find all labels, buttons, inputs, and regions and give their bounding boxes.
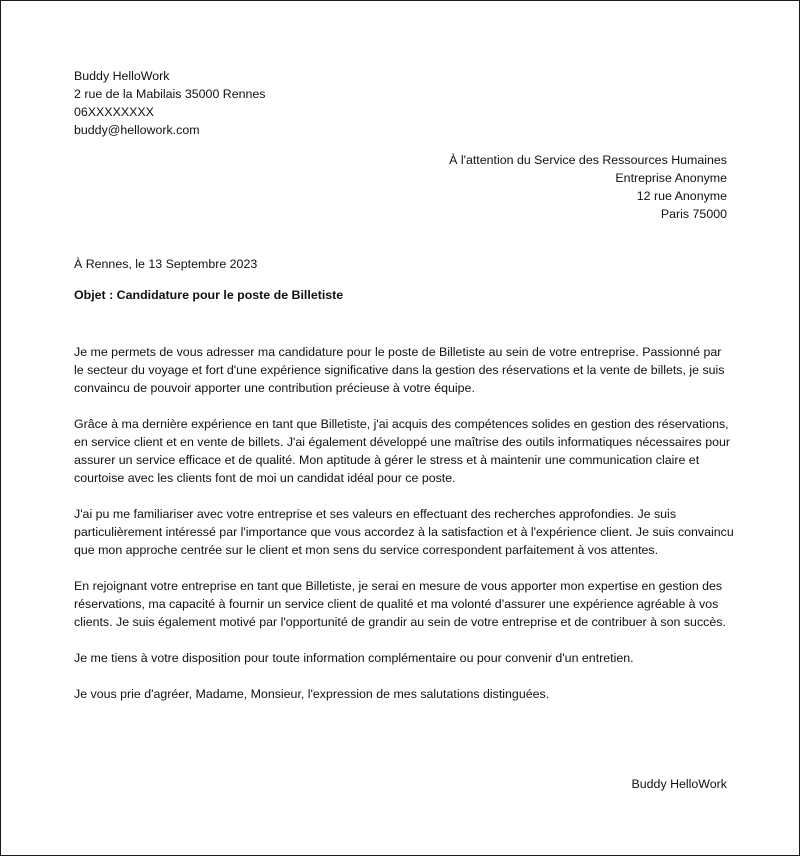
letter-body — [74, 343, 734, 721]
recipient-street: 12 rue Anonyme — [636, 189, 727, 203]
letter-subject: Objet : Candidature pour le poste de Billetiste — [74, 288, 344, 302]
body-paragraph-closing: Je vous prie d'agréer, Madame, Monsieur, l'expression de mes salutations distinguées. — [74, 687, 550, 701]
body-paragraph-experience: Grâce à ma dernière expérience en tant que Billetiste, j'ai acquis des compétences solides en gestion des réservations, en service client et en vente de billets. J'ai également développé une maîtrise des outils informatiques nécessaires pour assurer un service efficace et de qualité. Mon aptitude à gérer le stress et à maintenir une communication claire et courtoise avec les clients font de moi un candidat idéal pour ce poste. — [74, 417, 730, 485]
recipient-attention: À l'attention du Service des Ressources Humaines — [449, 153, 727, 167]
body-paragraph-availability: Je me tiens à votre disposition pour toute information complémentaire ou pour convenir d'un entretien. — [74, 651, 634, 665]
sender-block — [74, 67, 266, 139]
body-paragraph-contribution: En rejoignant votre entreprise en tant que Billetiste, je serai en mesure de vous apporter mon expertise en gestion des réservations, ma capacité à fournir un service client de qualité et ma volonté d'assurer une expérience agréable à vos clients. Je suis également motivé par l'opportunité de grandir au sein de votre entreprise et de contribuer à son succès. — [74, 579, 726, 629]
sender-address: 2 rue de la Mabilais 35000 Rennes — [74, 87, 266, 101]
sender-email: buddy@hellowork.com — [74, 123, 200, 137]
letter-date: À Rennes, le 13 Septembre 2023 — [74, 257, 258, 271]
sender-name: Buddy HelloWork — [74, 69, 170, 83]
recipient-city: Paris 75000 — [660, 207, 727, 221]
recipient-company: Entreprise Anonyme — [615, 171, 727, 185]
body-paragraph-intro: Je me permets de vous adresser ma candidature pour le poste de Billetiste au sein de votre entreprise. Passionné par le secteur du voyage et fort d'une expérience significative dans la gestion des réservations et la vente de billets, je suis convaincu de pouvoir apporter une contribution précieuse à votre équipe. — [74, 345, 725, 395]
body-paragraph-company: J'ai pu me familiariser avec votre entreprise et ses valeurs en effectuant des recherches approfondies. Je suis particulièrement intéressé par l'importance que vous accordez à la satisfaction et à l'expérience client. Je suis convaincu que mon approche centrée sur le client et mon sens du service correspondent parfaitement à vos attentes. — [74, 507, 734, 557]
signature: Buddy HelloWork — [631, 777, 727, 791]
sender-phone: 06XXXXXXXX — [74, 105, 154, 119]
recipient-block — [449, 151, 727, 223]
